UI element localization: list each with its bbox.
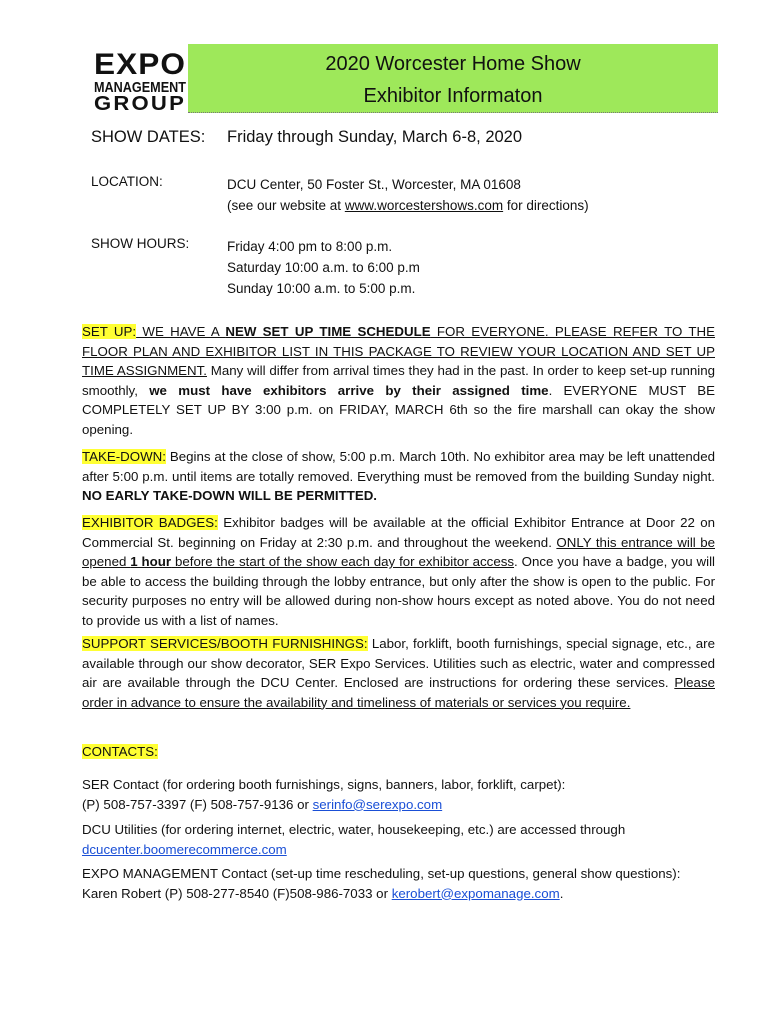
svg-text:MANAGEMENT: MANAGEMENT <box>94 79 186 96</box>
title-line-2: Exhibitor Informaton <box>363 85 543 107</box>
takedown-label: TAKE-DOWN: <box>82 449 166 464</box>
title-banner <box>188 44 718 113</box>
ser-contact: SER Contact (for ordering booth furnishings, signs, banners, labor, forklift, carpet): (P) 508-757-3397 (F) 508-757-9136 or serinfo@serexpo.com <box>82 777 566 812</box>
location-directions: (see our website at www.worcestershows.com for directions) <box>227 198 589 213</box>
location-label: LOCATION: <box>91 174 163 189</box>
takedown-paragraph: TAKE-DOWN: Begins at the close of show, 5:00 p.m. March 10th. No exhibitor area may be left unattended after 5:00 p.m. until items are totally removed. Everything must be removed from the building Sunday night. NO EARLY TAKE-DOWN WILL BE PERMITTED. <box>82 449 715 503</box>
expo-email-link[interactable]: kerobert@expomanage.com <box>391 885 560 901</box>
ser-email-link[interactable]: serinfo@serexpo.com <box>312 796 443 812</box>
hours-saturday: Saturday 10:00 a.m. to 6:00 p.m <box>227 260 420 275</box>
show-hours-label: SHOW HOURS: <box>91 236 190 251</box>
dcu-link[interactable]: dcucenter.boomerecommerce.com <box>82 841 287 857</box>
svg-text:GROUP: GROUP <box>94 93 186 115</box>
show-hours-value <box>227 236 420 299</box>
location-value <box>227 174 589 216</box>
show-dates-label: SHOW DATES: <box>91 128 206 146</box>
badges-paragraph: EXHIBITOR BADGES: Exhibitor badges will be available at the official Exhibitor Entrance at Door 22 on Commercial St. beginning on Friday at 2:30 p.m. and throughout the weekend. ONLY this entrance will be opened 1 hour before the start of the show each day for exhibitor access. Once you have a badge, you will be able to access the building through the lobby entrance, but only after the show is open to the public. For security purposes no entry will be allowed during non-show hours except as noted above. You do not need to provide us with a list of names. <box>82 515 715 628</box>
dcu-contact: DCU Utilities (for ordering internet, electric, water, housekeeping, etc.) are accessed through dcucenter.boomerecommerce.com <box>82 822 626 857</box>
setup-label: SET UP: <box>82 324 137 339</box>
support-paragraph: SUPPORT SERVICES/BOOTH FURNISHINGS: Labor, forklift, booth furnishings, special signage, etc., are available through our show decorator, SER Expo Services. Utilities such as electric, water and compressed air are available through the DCU Center. Enclosed are instructions for ordering these services. Please order in advance to ensure the availability and timeliness of materials or services you require. <box>82 636 715 710</box>
svg-text:EXPO: EXPO <box>94 48 186 81</box>
setup-paragraph: SET UP: WE HAVE A NEW SET UP TIME SCHEDULE FOR EVERYONE. PLEASE REFER TO THE FLOOR PLAN AND EXHIBITOR LIST IN THIS PACKAGE TO REVIEW YOUR LOCATION AND SET UP TIME ASSIGNMENT. Many will differ from arrival times they had in the past. In order to keep set-up running smoothly, we must have exhibitors arrive by their assigned time. EVERYONE MUST BE COMPLETELY SET UP BY 3:00 p.m. on FRIDAY, MARCH 6th so the fire marshall can okay the show opening. <box>82 324 716 437</box>
expo-contact: EXPO MANAGEMENT Contact (set-up time rescheduling, set-up questions, general show questions): Karen Robert (P) 508-277-8540 (F)508-986-7033 or kerobert@expomanage.com. <box>82 866 681 901</box>
expo-management-group-logo <box>92 47 188 115</box>
hours-sunday: Sunday 10:00 a.m. to 5:00 p.m. <box>227 281 416 296</box>
badges-label: EXHIBITOR BADGES: <box>82 515 218 530</box>
show-dates-value: Friday through Sunday, March 6-8, 2020 <box>227 128 523 146</box>
website-link[interactable]: www.worcestershows.com <box>344 198 504 213</box>
location-address: DCU Center, 50 Foster St., Worcester, MA 01608 <box>227 177 521 192</box>
title-line-1: 2020 Worcester Home Show <box>325 53 581 75</box>
support-label: SUPPORT SERVICES/BOOTH FURNISHINGS: <box>82 636 368 651</box>
contacts-heading: CONTACTS: <box>82 744 158 759</box>
hours-friday: Friday 4:00 pm to 8:00 p.m. <box>227 239 393 254</box>
